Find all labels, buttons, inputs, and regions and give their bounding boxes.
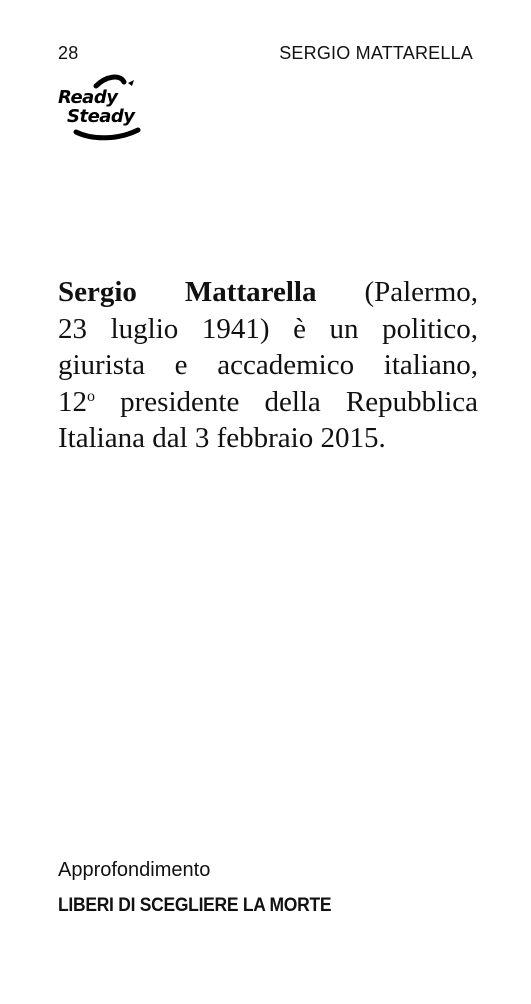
bio-line-4 [58, 384, 478, 421]
bio-birthplace: (Palermo, [364, 276, 479, 308]
running-head: SERGIO MATTARELLA [279, 43, 473, 63]
bio-line-1 [58, 274, 478, 311]
section-label: Approfondimento [58, 859, 211, 881]
bio-paragraph [58, 274, 478, 457]
page-number: 28 [58, 43, 79, 63]
bio-line-2: 23 luglio 1941) è un politico, [58, 312, 478, 345]
bio-line-3: giurista e accademico italiano, [58, 349, 478, 381]
section-title: LIBERI DI SCEGLIERE LA MORTE [58, 895, 332, 916]
ready-steady-logo [58, 74, 150, 144]
bio-ordinal-number: 12 [58, 385, 87, 418]
logo-text-steady: Steady [67, 106, 135, 127]
logo-text-ready: Ready [58, 87, 118, 108]
bio-role: presidente della Repubblica [120, 385, 479, 418]
bio-name: Sergio Mattarella [58, 276, 317, 308]
bio-line-5: Italiana dal 3 febbraio 2015. [58, 422, 386, 454]
bio-ordinal-suffix: o [87, 387, 95, 405]
